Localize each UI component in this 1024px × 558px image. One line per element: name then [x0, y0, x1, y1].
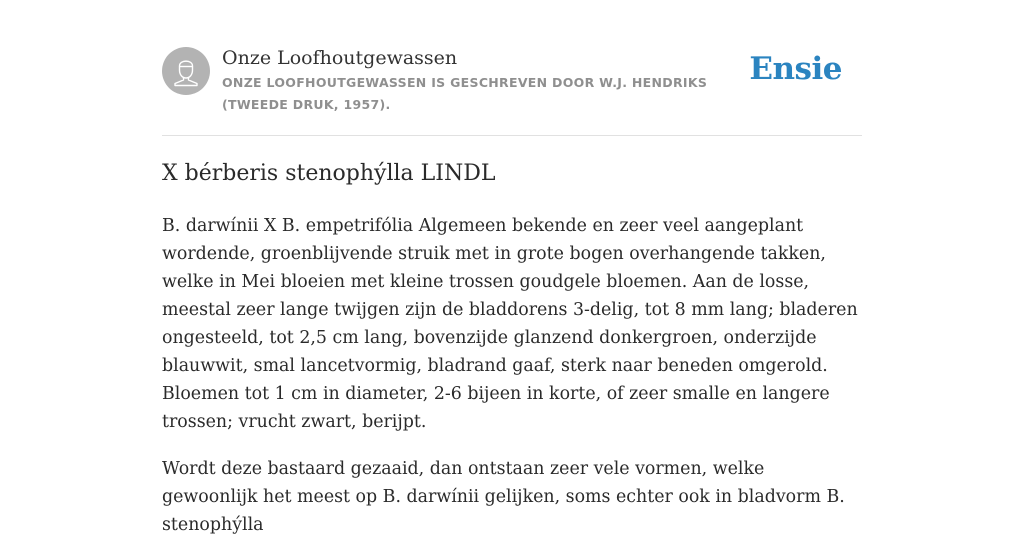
header [162, 46, 862, 136]
article-title: X bérberis stenophýlla LINDL [162, 161, 496, 186]
divider [162, 135, 862, 136]
brand-logo[interactable]: Ensie [749, 51, 842, 87]
article-paragraph: Wordt deze bastaard gezaaid, dan ontstaan zeer vele vormen, welke gewoonlijk het meest op B. darwínii gelijken, soms echter ook in bladvorm B. stenophýlla [162, 459, 845, 535]
author-description: ONZE LOOFHOUTGEWASSEN IS GESCHREVEN DOOR W.J. HENDRIKS (TWEEDE DRUK, 1957). [222, 75, 708, 112]
article-paragraph: B. darwínii X B. empetrifólia Algemeen bekende en zeer veel aangeplant wordende, groenblijvende struik met in grote bogen overhangende takken, welke in Mei bloeien met kleine trossen goudgele bloemen. Aan de losse, meestal zeer lange twijgen zijn de bladdorens 3-delig, tot 8 mm lang; bladeren ongesteeld, tot 2,5 cm lang, bovenzijde glanzend donkergroen, onderzijde blauwwit, smal lancetvormig, bladrand gaaf, sterk naar beneden omgerold. Bloemen tot 1 cm in diameter, 2-6 bijeen in korte, of zeer smalle en langere trossen; vrucht zwart, berijpt. [162, 216, 858, 432]
author-name[interactable]: Onze Loofhoutgewassen [222, 47, 458, 69]
user-silhouette-icon [162, 47, 210, 95]
article-body [162, 212, 862, 558]
avatar[interactable] [162, 47, 210, 95]
